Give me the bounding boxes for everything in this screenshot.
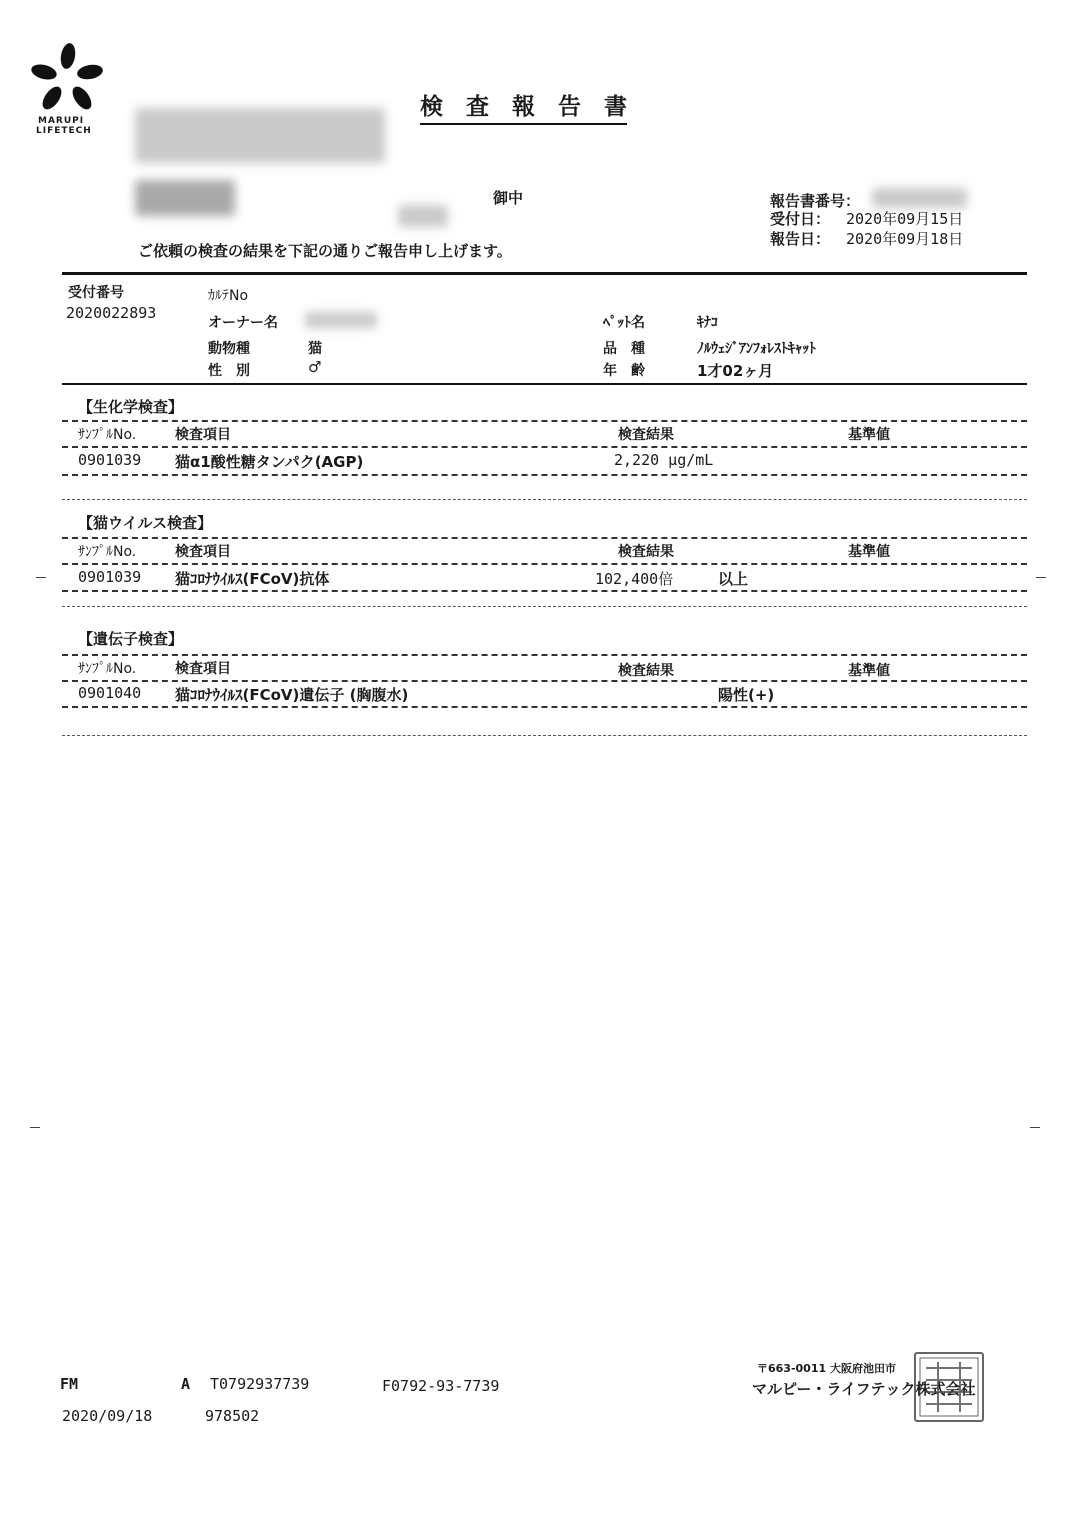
report-number-label: 報告書番号：: [770, 192, 861, 210]
test-result: 102,400倍: [595, 570, 674, 588]
divider: [62, 537, 1027, 539]
pet-name-value: ｷﾅｺ: [697, 315, 718, 331]
col-header-reference: 基準値: [848, 544, 890, 560]
col-header-result: 検査結果: [618, 427, 674, 443]
intro-text: ご依頼の検査の結果を下記の通りご報告申し上げます。: [138, 242, 512, 260]
addressee-suffix: 御中: [493, 189, 524, 207]
divider: [62, 474, 1027, 476]
divider: [62, 420, 1027, 422]
footer-date: 2020/09/18: [62, 1407, 153, 1425]
footer-code: 978502: [205, 1407, 260, 1425]
col-header-result: 検査結果: [618, 663, 674, 679]
reception-no-label: 受付番号: [68, 285, 124, 301]
result-flag: 以上: [718, 570, 749, 588]
redacted-addressee-line1: [135, 108, 385, 163]
sample-no: 0901040: [78, 684, 142, 702]
col-header-sample: ｻﾝﾌﾟﾙNo.: [78, 544, 137, 560]
footer-company: マルピー・ライフテック株式会社: [752, 1380, 976, 1398]
redacted-owner-name: [305, 312, 377, 328]
col-header-item: 検査項目: [175, 661, 231, 677]
divider: [62, 606, 1027, 607]
section-title-virus: 【猫ウイルス検査】: [78, 514, 213, 532]
col-header-item: 検査項目: [175, 427, 231, 443]
test-item: 猫α1酸性糖タンパク(AGP): [175, 453, 364, 471]
col-header-item: 検査項目: [175, 544, 231, 560]
col-header-reference: 基準値: [848, 663, 890, 679]
divider: [62, 680, 1027, 682]
divider: [62, 654, 1027, 656]
result-flag: 陽性(+): [718, 686, 775, 704]
col-header-sample: ｻﾝﾌﾟﾙNo.: [78, 427, 137, 443]
col-header-result: 検査結果: [618, 544, 674, 560]
col-header-sample: ｻﾝﾌﾟﾙNo.: [78, 661, 137, 677]
test-item: 猫ｺﾛﾅｳｲﾙｽ(FCoV)抗体: [175, 570, 330, 588]
breed-value: ﾉﾙｳｪｼﾞｱﾝﾌｫﾚｽﾄｷｬｯﾄ: [697, 341, 816, 357]
logo-text-line1: MARUPI: [38, 116, 85, 126]
flower-logo-icon: [28, 42, 108, 112]
registration-mark: [1036, 577, 1046, 578]
chart-no-label: ｶﾙﾃNo: [208, 288, 249, 304]
company-logo: [28, 42, 108, 142]
pet-name-label: ﾍﾟｯﾄ名: [603, 315, 645, 331]
divider: [62, 499, 1027, 500]
footer-a: A: [181, 1375, 191, 1393]
section-title-genetic: 【遺伝子検査】: [78, 630, 184, 648]
footer-fm: FM: [60, 1375, 79, 1393]
registration-mark: [36, 577, 46, 578]
registration-mark: [30, 1127, 40, 1128]
footer-fax: F0792-93-7739: [382, 1377, 500, 1395]
seal-pattern-icon: [916, 1354, 982, 1420]
header-divider: [62, 272, 1027, 275]
redacted-report-number: [872, 188, 967, 208]
divider: [62, 563, 1027, 565]
divider: [62, 590, 1027, 592]
report-date: 2020年09月18日: [846, 230, 964, 248]
age-label: 年 齢: [603, 363, 645, 379]
col-header-reference: 基準値: [848, 427, 890, 443]
redacted-addressee-line2: [135, 180, 235, 216]
species-value: 猫: [308, 341, 322, 357]
footer-tel: T0792937739: [210, 1375, 310, 1393]
sex-value: ♂: [308, 358, 322, 376]
sample-no: 0901039: [78, 568, 142, 586]
document-title: 検 査 報 告 書: [420, 88, 627, 125]
company-seal-stamp: [914, 1352, 984, 1422]
divider: [62, 706, 1027, 708]
owner-label: オーナー名: [208, 315, 278, 331]
logo-text-line2: LIFETECH: [36, 126, 92, 136]
redacted-addressee-line3: [398, 205, 448, 227]
species-label: 動物種: [208, 341, 250, 357]
divider: [62, 735, 1027, 736]
test-result: 2,220 μg/mL: [614, 451, 714, 469]
age-value: 1才02ヶ月: [697, 362, 774, 380]
breed-label: 品 種: [603, 341, 645, 357]
footer-address: 〒663-0011 大阪府池田市: [757, 1362, 896, 1375]
reception-no: 2020022893: [66, 304, 157, 322]
registration-mark: [1030, 1127, 1040, 1128]
sex-label: 性 別: [208, 363, 250, 379]
divider: [62, 446, 1027, 448]
report-date-label: 報告日：: [770, 230, 831, 248]
section-title-biochem: 【生化学検査】: [78, 398, 184, 416]
received-date: 2020年09月15日: [846, 210, 964, 228]
received-date-label: 受付日：: [770, 210, 831, 228]
test-item: 猫ｺﾛﾅｳｲﾙｽ(FCoV)遺伝子 (胸腹水): [175, 686, 409, 704]
sample-no: 0901039: [78, 451, 142, 469]
patient-divider: [62, 383, 1027, 385]
